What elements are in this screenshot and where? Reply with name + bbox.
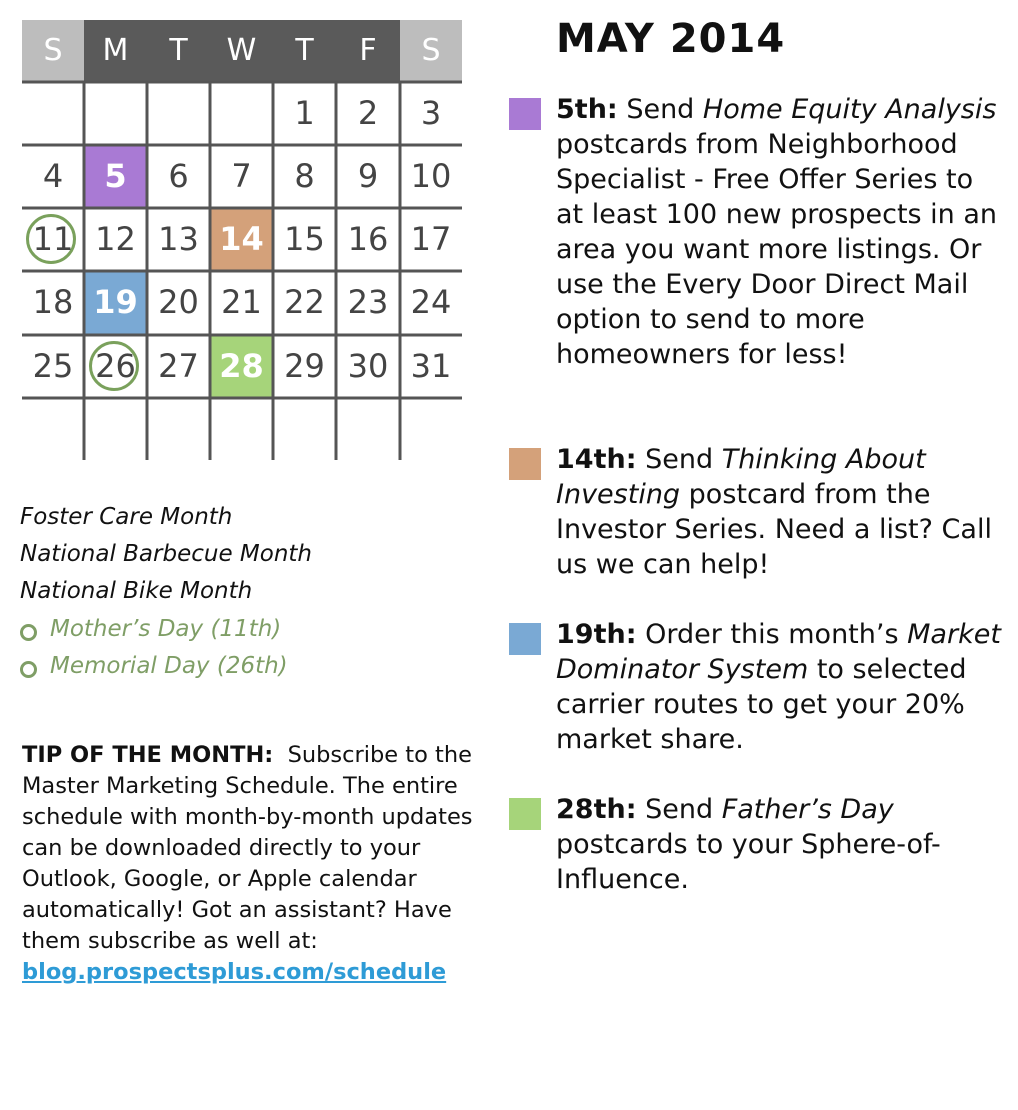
holiday-item: Memorial Day (26th)	[50, 653, 288, 679]
day-cell: 21	[221, 283, 262, 321]
event-product: Father’s Day	[721, 794, 894, 825]
day-cell: 12	[95, 220, 136, 258]
day-cell: 29	[284, 347, 325, 385]
day-cell-holiday: 11	[32, 220, 74, 258]
event-product: Market Dominator System	[556, 619, 1001, 685]
event-swatch-purple	[509, 98, 541, 130]
schedule-link[interactable]: blog.prospectsplus.com/schedule	[22, 959, 447, 985]
event-post: postcards to your Sphere-of-Influence.	[556, 829, 941, 895]
day-cell: 27	[158, 347, 199, 385]
day-cell: 16	[347, 220, 389, 258]
event-pre: Send	[626, 94, 695, 125]
event-pre: Order this month’s	[645, 619, 899, 650]
weekday-wed: W	[210, 20, 273, 82]
event-day: 19th:	[556, 619, 637, 650]
event-day: 5th:	[556, 94, 618, 125]
event-pre: Send	[645, 794, 714, 825]
day-cell-highlighted: 5	[104, 157, 127, 195]
event-post: to selected carrier routes to get your 20% market share.	[556, 654, 967, 755]
observance-item: National Bike Month	[20, 578, 253, 604]
tip-text: Subscribe to the Master Marketing Schedule. The entire schedule with month-by-month updates can be downloaded directly to your Outlook, Google, or Apple calendar automatically! Got an assistant? Have them subscribe as well at:	[22, 742, 473, 954]
day-cell-highlighted: 14	[219, 220, 264, 258]
page-title: MAY 2014	[556, 16, 786, 62]
day-cell: 22	[284, 283, 325, 321]
day-cell: 24	[410, 283, 452, 321]
day-cell: 18	[32, 283, 74, 321]
day-cell: 31	[410, 347, 452, 385]
tip-of-the-month	[22, 740, 512, 988]
day-cell: 13	[158, 220, 199, 258]
day-cell: 15	[284, 220, 325, 258]
event-post: postcard from the Investor Series. Need a list? Call us we can help!	[556, 479, 992, 580]
event-swatch-blue	[509, 623, 541, 655]
day-cell: 1	[294, 94, 315, 132]
observance-item: National Barbecue Month	[20, 541, 313, 567]
weekday-mon: M	[84, 20, 147, 82]
day-cell: 23	[347, 283, 389, 321]
weekday-sun: S	[22, 20, 84, 82]
weekday-fri: F	[336, 20, 400, 82]
holiday-item: Mother’s Day (11th)	[50, 616, 282, 642]
weekday-thu: T	[273, 20, 336, 82]
event-post: postcards from Neighborhood Specialist - Free Offer Series to at least 100 new prospects in an area you want more listings. Or use the Every Door Direct Mail option to send to more homeowners for less!	[556, 129, 998, 370]
day-cell: 3	[420, 94, 442, 132]
day-cell: 9	[357, 157, 379, 195]
event-item	[556, 792, 1006, 897]
observance-item: Foster Care Month	[20, 504, 233, 530]
day-cell: 20	[158, 283, 199, 321]
event-product: Home Equity Analysis	[702, 94, 997, 125]
day-cell: 2	[357, 94, 379, 132]
day-cell: 25	[32, 347, 74, 385]
day-cell: 7	[231, 157, 252, 195]
event-product: Thinking About Investing	[556, 444, 926, 510]
event-day: 14th:	[556, 444, 637, 475]
event-item	[556, 92, 1006, 372]
day-cell: 4	[42, 157, 64, 195]
day-cell: 6	[168, 157, 189, 195]
event-swatch-tan	[509, 448, 541, 480]
event-item	[556, 442, 1006, 582]
day-cell: 8	[294, 157, 315, 195]
holiday-dot-icon	[20, 624, 37, 641]
day-cell: 10	[410, 157, 452, 195]
event-swatch-green	[509, 798, 541, 830]
event-item	[556, 617, 1006, 757]
day-cell-highlighted: 19	[93, 283, 138, 321]
event-pre: Send	[645, 444, 714, 475]
weekday-tue: T	[147, 20, 210, 82]
tip-label: TIP OF THE MONTH:	[22, 742, 274, 768]
day-cell: 17	[410, 220, 452, 258]
holiday-dot-icon	[20, 661, 37, 678]
weekday-sat: S	[400, 20, 462, 82]
event-day: 28th:	[556, 794, 637, 825]
day-cell-highlighted: 28	[219, 347, 264, 385]
day-cell: 30	[347, 347, 389, 385]
day-cell-holiday: 26	[95, 347, 136, 385]
